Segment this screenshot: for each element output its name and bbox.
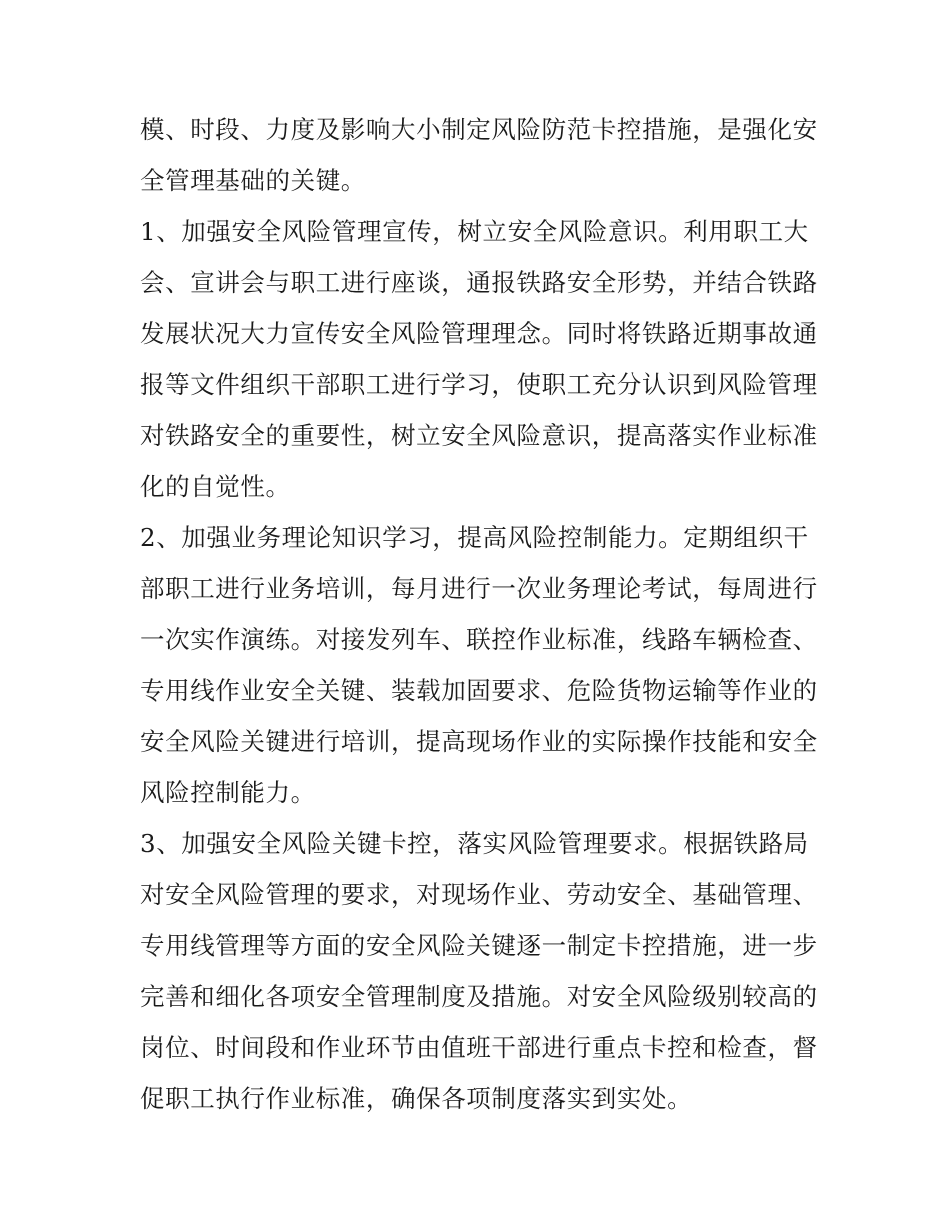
text-line: 全管理基础的关键。 [140,166,366,195]
text-line: 专用线作业安全关键、装载加固要求、危险货物运输等作业的 [140,676,818,705]
text-line: 部职工进行业务培训，每月进行一次业务理论考试，每周进行 [140,574,818,603]
text-line: 专用线管理等方面的安全风险关键逐一制定卡控措施，进一步 [140,931,818,960]
text-line: 对安全风险管理的要求，对现场作业、劳动安全、基础管理、 [140,880,818,909]
text-line: 完善和细化各项安全管理制度及措施。对安全风险级别较高的 [140,982,818,1011]
text-line: 对铁路安全的重要性，树立安全风险意识，提高落实作业标准 [140,421,818,450]
text-line: 会、宣讲会与职工进行座谈，通报铁路安全形势，并结合铁路 [140,268,818,297]
text-line: 一次实作演练。对接发列车、联控作业标准，线路车辆检查、 [140,625,818,654]
text-line: 1、加强安全风险管理宣传，树立安全风险意识。利用职工大 [140,217,809,246]
text-line: 化的自觉性。 [140,472,291,501]
text-line: 安全风险关键进行培训，提高现场作业的实际操作技能和安全 [140,727,818,756]
text-line: 2、加强业务理论知识学习，提高风险控制能力。定期组织干 [140,523,809,552]
text-line: 岗位、时间段和作业环节由值班干部进行重点卡控和检查，督 [140,1033,818,1062]
text-line: 发展状况大力宣传安全风险管理理念。同时将铁路近期事故通 [140,319,818,348]
text-line: 模、时段、力度及影响大小制定风险防范卡控措施，是强化安 [140,115,818,144]
text-line: 报等文件组织干部职工进行学习，使职工充分认识到风险管理 [140,370,818,399]
text-line: 促职工执行作业标准，确保各项制度落实到实处。 [140,1084,693,1113]
document-body [140,104,820,1124]
text-line: 3、加强安全风险关键卡控，落实风险管理要求。根据铁路局 [140,829,809,858]
text-line: 风险控制能力。 [140,778,316,807]
